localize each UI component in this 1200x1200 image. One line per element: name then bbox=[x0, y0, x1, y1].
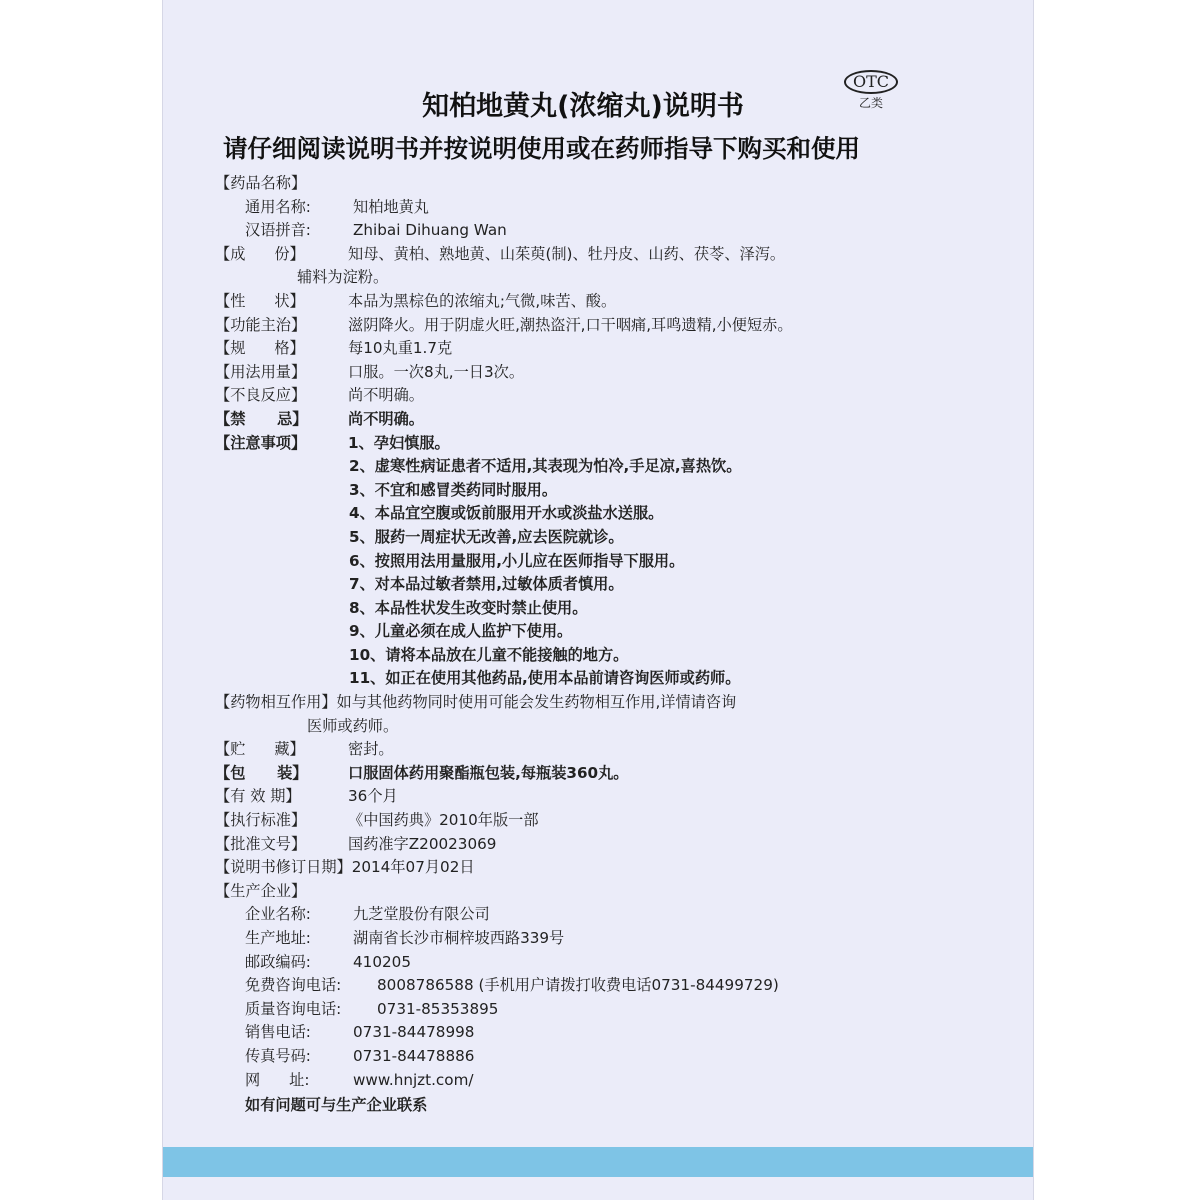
section-label: 【贮 藏】 bbox=[215, 740, 305, 759]
section-value: 每10丸重1.7克 bbox=[348, 339, 453, 358]
section-value: 《中国药典》2010年版一部 bbox=[348, 811, 539, 830]
section-interactions bbox=[215, 691, 1015, 715]
section-value: 医师或药师。 bbox=[307, 716, 399, 735]
section-label: 【禁 忌】 bbox=[215, 409, 308, 428]
section-value: 密封。 bbox=[348, 740, 394, 759]
otc-mark: OTC bbox=[844, 70, 898, 94]
section-dosage bbox=[215, 361, 1015, 385]
field-value: 8008786588 (手机用户请拨打收费电话0731-84499729) bbox=[377, 976, 779, 995]
field-value: 0731-84478998 bbox=[353, 1023, 475, 1042]
field-label: 通用名称: bbox=[245, 197, 311, 216]
precaution-item: 5、服药一周症状无改善,应去医院就诊。 bbox=[349, 527, 624, 546]
field-fax bbox=[215, 1045, 1015, 1069]
field-pinyin bbox=[215, 219, 1015, 243]
section-label: 【批准文号】 bbox=[215, 834, 307, 853]
precaution-item: 8、本品性状发生改变时禁止使用。 bbox=[349, 598, 588, 617]
section-label: 【注意事项】 bbox=[215, 433, 307, 452]
section-value: 尚不明确。 bbox=[348, 409, 424, 428]
otc-class: 乙类 bbox=[858, 96, 883, 110]
section-value: 国药准字Z20023069 bbox=[348, 834, 497, 853]
section-label: 【用法用量】 bbox=[215, 362, 307, 381]
field-value: 0731-85353895 bbox=[377, 999, 499, 1018]
bottom-stripe bbox=[163, 1147, 1033, 1177]
section-ingredients-cont bbox=[215, 266, 1015, 290]
field-value: www.hnjzt.com/ bbox=[353, 1070, 474, 1089]
section-label: 【功能主治】 bbox=[215, 315, 307, 334]
field-label: 生产地址: bbox=[245, 929, 311, 947]
precaution-item: 7、对本品过敏者禁用,过敏体质者慎用。 bbox=[349, 575, 624, 594]
section-label: 【规 格】 bbox=[215, 339, 305, 358]
precaution-item: 4、本品宜空腹或饭前服用开水或淡盐水送服。 bbox=[349, 504, 664, 523]
field-value: 九芝堂股份有限公司 bbox=[353, 905, 490, 924]
precaution-item: 11、如正在使用其他药品,使用本品前请咨询医师或药师。 bbox=[349, 669, 741, 688]
section-drug-name bbox=[215, 172, 1015, 196]
section-label: 【说明书修订日期】 bbox=[215, 858, 352, 877]
section-standard bbox=[215, 809, 1015, 833]
section-specification bbox=[215, 337, 1015, 361]
section-package bbox=[215, 762, 1015, 786]
section-value: 尚不明确。 bbox=[348, 386, 424, 405]
section-label: 【包 装】 bbox=[215, 763, 308, 782]
field-website bbox=[215, 1069, 1015, 1093]
section-storage bbox=[215, 738, 1015, 762]
leaflet-content bbox=[215, 172, 1015, 1118]
field-sales-phone bbox=[215, 1021, 1015, 1045]
section-contraindications bbox=[215, 408, 1015, 432]
leaflet-subtitle: 请仔细阅读说明书并按说明使用或在药师指导下购买和使用 bbox=[223, 134, 860, 163]
section-label: 【不良反应】 bbox=[215, 386, 307, 405]
section-approval bbox=[215, 833, 1015, 857]
section-value: 知母、黄柏、熟地黄、山茱萸(制)、牡丹皮、山药、茯苓、泽泻。 bbox=[348, 244, 786, 263]
section-adverse bbox=[215, 384, 1015, 408]
section-validity bbox=[215, 785, 1015, 809]
field-label: 免费咨询电话: bbox=[245, 976, 342, 995]
section-label: 【药物相互作用】 bbox=[215, 693, 337, 712]
field-value: 湖南省长沙市桐梓坡西路339号 bbox=[353, 929, 565, 947]
section-label: 【生产企业】 bbox=[215, 881, 307, 900]
section-indications bbox=[215, 314, 1015, 338]
contact-note: 如有问题可与生产企业联系 bbox=[245, 1096, 428, 1115]
section-value: 2014年07月02日 bbox=[351, 858, 475, 877]
section-label: 【性 状】 bbox=[215, 291, 305, 310]
section-value: 辅料为淀粉。 bbox=[297, 268, 389, 287]
precaution-item: 2、虚寒性病证患者不适用,其表现为怕冷,手足凉,喜热饮。 bbox=[349, 457, 742, 476]
field-label: 销售电话: bbox=[245, 1023, 311, 1042]
leaflet-title: 知柏地黄丸(浓缩丸)说明书 bbox=[422, 91, 744, 122]
section-interactions-cont bbox=[215, 715, 1015, 739]
section-revision bbox=[215, 856, 1015, 880]
section-label: 【执行标准】 bbox=[215, 811, 307, 830]
field-label: 质量咨询电话: bbox=[245, 999, 342, 1018]
section-value: 口服固体药用聚酯瓶包装,每瓶装360丸。 bbox=[348, 763, 629, 782]
field-quality-hotline bbox=[215, 998, 1015, 1022]
section-precautions bbox=[215, 432, 1015, 456]
precaution-item: 10、请将本品放在儿童不能接触的地方。 bbox=[349, 645, 629, 664]
instruction-leaflet bbox=[162, 0, 1034, 1200]
field-value: 410205 bbox=[353, 952, 411, 971]
section-value: 如与其他药物同时使用可能会发生药物相互作用,详情请咨询 bbox=[336, 693, 737, 712]
section-description bbox=[215, 290, 1015, 314]
section-manufacturer bbox=[215, 880, 1015, 904]
field-value: 0731-84478886 bbox=[353, 1046, 475, 1065]
precaution-item: 9、儿童必须在成人监护下使用。 bbox=[349, 622, 573, 641]
precaution-item: 1、孕妇慎服。 bbox=[348, 433, 450, 452]
field-postcode bbox=[215, 951, 1015, 975]
section-value: 口服。一次8丸,一日3次。 bbox=[348, 362, 525, 381]
section-label: 【药品名称】 bbox=[215, 174, 307, 192]
field-label: 汉语拼音: bbox=[245, 221, 311, 240]
section-label: 【有 效 期】 bbox=[215, 787, 301, 806]
field-company-name bbox=[215, 903, 1015, 927]
field-label: 企业名称: bbox=[245, 905, 311, 924]
precaution-item: 3、不宜和感冒类药同时服用。 bbox=[349, 480, 558, 499]
precaution-item: 6、按照用法用量服用,小儿应在医师指导下服用。 bbox=[349, 551, 685, 570]
section-value: 36个月 bbox=[348, 787, 398, 806]
field-address bbox=[215, 927, 1015, 951]
section-ingredients bbox=[215, 243, 1015, 267]
field-value: 知柏地黄丸 bbox=[353, 197, 429, 216]
field-free-hotline bbox=[215, 974, 1015, 998]
field-label: 传真号码: bbox=[245, 1046, 311, 1065]
section-value: 滋阴降火。用于阴虚火旺,潮热盗汗,口干咽痛,耳鸣遗精,小便短赤。 bbox=[348, 315, 793, 334]
section-label: 【成 份】 bbox=[215, 244, 305, 263]
field-generic-name bbox=[215, 196, 1015, 220]
section-value: 本品为黑棕色的浓缩丸;气微,味苦、酸。 bbox=[348, 291, 617, 310]
field-label: 网 址: bbox=[245, 1070, 310, 1089]
field-label: 邮政编码: bbox=[245, 952, 311, 971]
field-value: Zhibai Dihuang Wan bbox=[353, 221, 507, 240]
